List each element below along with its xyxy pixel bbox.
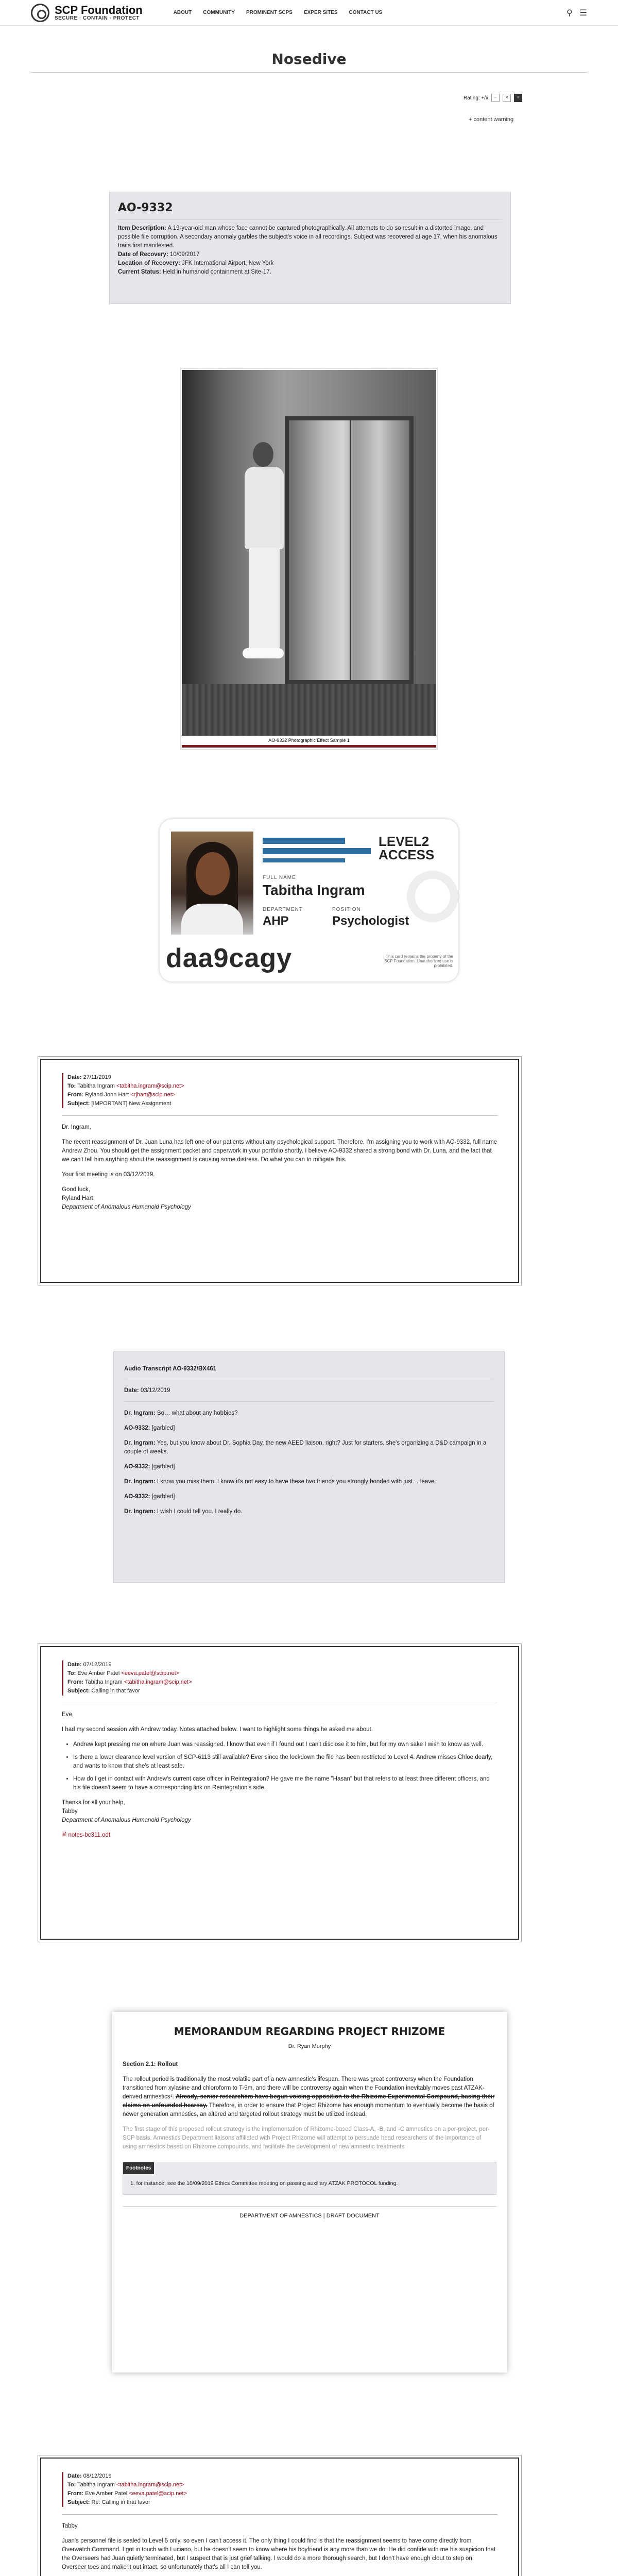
photo-caption: AO-9332 Photographic Effect Sample 1 xyxy=(182,738,436,748)
transcript-line xyxy=(124,1439,494,1456)
brand[interactable] xyxy=(55,4,143,22)
email-from xyxy=(67,1678,518,1687)
nav-community[interactable]: COMMUNITY xyxy=(203,10,235,15)
email-paragraph: The recent reassignment of Dr. Juan Luna has left one of our patients without any psychological support. Therefore, I'm assigning you to work with AO-9332, full name Andrew Zhou. You should get the assignment packet and paperwork in your portfolio shortly. I believe AO-9332 shared a strong bond with Dr. Luna, and the fact that we can't tell him anything about the reassignment is causing some distress. Do what you can to mitigate this. xyxy=(62,1139,497,1163)
email-subject xyxy=(67,1099,518,1108)
email-to-address-link[interactable]: <eeva.patel@scip.net> xyxy=(121,1670,180,1676)
email-bullet: • Andrew kept pressing me on where Juan was reassigned. I know that even if I found out I can't disclose it to him, but for my own sake I wish to know as well. xyxy=(73,1740,497,1749)
card-name: Tabitha Ingram xyxy=(263,882,365,898)
email-greeting: Tabby, xyxy=(62,2523,79,2529)
position-label: POSITION xyxy=(332,907,361,912)
email-to xyxy=(67,1669,518,1678)
email-header xyxy=(62,1073,518,1108)
email-header xyxy=(62,2472,518,2507)
email-date-label: Date: xyxy=(67,1662,82,1668)
email-to-label: To: xyxy=(67,1670,76,1676)
email-subject-value: [IMPORTANT] New Assignment xyxy=(91,1100,171,1107)
name-label: FULL NAME xyxy=(263,875,296,880)
nav-contact-us[interactable]: CONTACT US xyxy=(349,10,383,15)
transcript-speaker: Dr. Ingram: xyxy=(124,1479,156,1485)
email-from-address-link[interactable]: <tabitha.ingram@scip.net> xyxy=(124,1679,192,1685)
recovery-location-value: JFK International Airport, New York xyxy=(181,260,274,266)
id-stripe xyxy=(263,838,345,844)
email-from xyxy=(67,1091,518,1099)
rating-cancel-button[interactable]: × xyxy=(503,94,511,102)
infobox-divider xyxy=(118,219,502,220)
attachment-icon: 🗎 xyxy=(62,1832,67,1838)
transcript-speaker: Dr. Ingram: xyxy=(124,1410,156,1416)
subject-photo[interactable] xyxy=(182,370,436,736)
email-date xyxy=(67,1660,518,1669)
content-warning-toggle[interactable] xyxy=(469,116,513,123)
transcript-date-label: Date: xyxy=(124,1387,139,1394)
recovery-date xyxy=(118,250,502,259)
transcript-divider xyxy=(124,1401,494,1402)
email-subject-value: Re: Calling in that favor xyxy=(91,2499,150,2505)
memo-text: The rollout period is traditionally the most volatile part of a new amnestic's lifespan. There was great controversy when the Foundation transitioned from xylasine and chloroform to T-9m, and there will be controversy again when the Foundation inevitably moves past ATZAK-derived amnestics¹. xyxy=(123,2076,485,2100)
email-from-name: Ryland John Hart xyxy=(85,1092,129,1098)
figure-torso xyxy=(245,467,284,549)
email-to xyxy=(67,1082,518,1091)
email-from-label: From: xyxy=(67,2490,84,2497)
memo-text: Therefore, in order to ensure that Project Rhizome has enough momentum to eventually become the basis of newer generation amnestics, an altered and targeted rollout strategy must be utilized instead. xyxy=(123,2103,494,2117)
email-calling-in-favor xyxy=(40,1646,519,1940)
transcript-line xyxy=(124,1463,494,1471)
menu-icon[interactable]: ☰ xyxy=(579,8,587,18)
rating-label: Rating: +/x xyxy=(464,95,489,101)
email-signoff: Thanks for all your help, xyxy=(62,1800,125,1806)
infobox-title: AO-9332 xyxy=(118,201,173,214)
email-greeting: Eve, xyxy=(62,1711,74,1718)
item-description-text: A 19-year-old man whose face cannot be captured photographically. All attempts to do so result in a distorted image, and possible file corruption. A secondary anomaly garbles the subject's voice in all recordings. Subject was recovered at age 17, when his anomalous traits first manifested. xyxy=(118,225,497,249)
access-level-line2: ACCESS xyxy=(379,847,435,862)
email-body xyxy=(62,1123,497,1212)
email-signature-name: Tabby xyxy=(62,1808,78,1815)
title-divider xyxy=(31,72,587,73)
dept-label: DEPARTMENT xyxy=(263,907,303,912)
email-from-name: Eve Amber Patel xyxy=(85,2490,128,2497)
top-bar xyxy=(0,0,618,26)
footnotes-box xyxy=(123,2162,496,2195)
memo-struck-text: Already, senior researchers have begun voicing opposition to the Rhizome Experimental Compound, basing their claims on unfounded hearsay. xyxy=(123,2094,495,2109)
content-warning-label: content warning xyxy=(473,116,514,123)
rating-plus-button[interactable]: + xyxy=(514,94,522,102)
page-title-area xyxy=(31,50,587,67)
current-status-value: Held in humanoid containment at Site-17. xyxy=(162,269,271,275)
recovery-location xyxy=(118,259,502,268)
transcript-speaker: AO-9332: xyxy=(124,1494,150,1500)
email-re-calling-in-favor xyxy=(40,2458,519,2576)
email-body xyxy=(62,2522,497,2576)
recovery-date-label: Date of Recovery: xyxy=(118,251,168,258)
email-subject-label: Subject: xyxy=(67,1688,90,1694)
id-photo-face xyxy=(196,852,230,895)
photo-block xyxy=(180,368,438,750)
email-signature-name: Ryland Hart xyxy=(62,1195,93,1201)
email-bullet: • Is there a lower clearance level version of SCP-6113 still available? Ever since the lockdown the file has been restricted to Level 4. Andrew misses Chloe dearly, and wants to know that she's at least safe. xyxy=(73,1753,497,1771)
current-status-label: Current Status: xyxy=(118,269,161,275)
memo-paragraph xyxy=(123,2075,496,2119)
card-id-code: daa9cagy xyxy=(166,943,293,973)
email-date xyxy=(67,2472,518,2481)
email-to-address-link[interactable]: <tabitha.ingram@scip.net> xyxy=(116,2482,184,2488)
email-divider xyxy=(62,1115,497,1116)
nav-prominent-scps[interactable]: PROMINENT SCPS xyxy=(246,10,293,15)
email-greeting: Dr. Ingram, xyxy=(62,1124,91,1130)
transcript-text: [garbled] xyxy=(151,1494,175,1500)
email-to-name: Tabitha Ingram xyxy=(77,1083,115,1089)
email-to-label: To: xyxy=(67,2482,76,2488)
email-signoff: Good luck, xyxy=(62,1187,90,1193)
email-from xyxy=(67,2489,518,2498)
email-date-value: 08/12/2019 xyxy=(83,2473,112,2479)
transcript-title: Audio Transcript AO-9332/BX461 xyxy=(124,1366,217,1372)
email-to-name: Tabitha Ingram xyxy=(77,2482,115,2488)
email-new-assignment xyxy=(40,1059,519,1283)
rating-minus-button[interactable]: − xyxy=(491,94,500,102)
rhizome-memo xyxy=(112,2012,507,2372)
id-stripe xyxy=(263,848,371,854)
transcript-line xyxy=(124,1507,494,1516)
memo-paragraph: The first stage of this proposed rollout strategy is the implementation of Rhizome-based Class-A, -B, and -C amnestics on a per-project, per-SCP basis. Amnestics Department liaisons affiliated with Project Rhizome will attempt to persuade head researchers of the importance of using amnestics based on Rhizome compounds, and facilitate the development of new amnestic treatments xyxy=(123,2126,490,2150)
plus-icon: + xyxy=(469,116,472,123)
transcript-date xyxy=(124,1386,494,1395)
email-subject-value: Calling in that favor xyxy=(91,1688,140,1694)
email-header xyxy=(62,1660,518,1696)
item-description-label: Item Description: xyxy=(118,225,166,231)
email-to-label: To: xyxy=(67,1083,76,1089)
email-bullet-list xyxy=(73,1740,497,1792)
top-icons xyxy=(566,8,587,18)
memo-title: MEMORANDUM REGARDING PROJECT RHIZOME xyxy=(174,2025,445,2038)
subject-figure xyxy=(237,442,284,664)
id-card xyxy=(160,819,458,981)
transcript-speaker: AO-9332: xyxy=(124,1425,150,1431)
email-from-address-link[interactable]: <rjhart@scip.net> xyxy=(130,1092,176,1098)
transcript-text: [garbled] xyxy=(151,1425,175,1431)
id-photo-clothing xyxy=(181,904,243,935)
transcript-line xyxy=(124,1478,494,1486)
nav-about[interactable]: ABOUT xyxy=(173,10,192,15)
email-signature-dept: Department of Anomalous Humanoid Psychology xyxy=(62,1817,191,1823)
access-level-line1: LEVEL2 xyxy=(379,834,430,849)
recovery-date-value: 10/09/2017 xyxy=(170,251,200,258)
memo-section-heading: Section 2.1: Rollout xyxy=(123,2061,178,2067)
email-from-label: From: xyxy=(67,1679,84,1685)
transcript-text: [garbled] xyxy=(151,1464,175,1470)
figure-shoes xyxy=(243,648,284,658)
email-from-label: From: xyxy=(67,1092,84,1098)
nav-exper-sites[interactable]: EXPER SITES xyxy=(303,10,338,15)
email-subject-label: Subject: xyxy=(67,1100,90,1107)
email-paragraph: Your first meeting is on 03/12/2019. xyxy=(62,1172,155,1178)
transcript-text: I know you miss them. I know it's not easy to have these two friends you strongly bonded with just… leave. xyxy=(157,1479,436,1485)
transcript-speaker: Dr. Ingram: xyxy=(124,1509,156,1515)
email-paragraph: Juan's personnel file is sealed to Level 5 only, so even I can't access it. The only thing I could find is that the reassignment seems to have come directly from Overwatch Command. I got in touch with Luciano, but he doesn't seem to know where his boyfriend is any more than we do. He did confide with me his suspicion that the Overseers had Juan quietly terminated, but I suspect that is just grief talking. I would do a more thorough search, but I don't have enough clout to step on Overseer toes and make it out intact, so unfortunately that's all I can tell you. xyxy=(62,2538,496,2570)
email-divider xyxy=(62,2514,497,2515)
search-icon[interactable]: ⚲ xyxy=(566,8,573,18)
email-date xyxy=(67,1073,518,1082)
audio-transcript xyxy=(113,1351,505,1583)
id-stripe xyxy=(263,858,345,862)
page-title: Nosedive xyxy=(271,50,347,67)
item-description xyxy=(118,224,502,250)
transcript-line xyxy=(124,1424,494,1433)
email-date-value: 27/11/2019 xyxy=(83,1074,111,1080)
email-from-name: Tabitha Ingram xyxy=(85,1679,123,1685)
memo-dept: DEPARTMENT OF AMNESTICS | DRAFT DOCUMENT xyxy=(123,2206,496,2221)
access-level xyxy=(379,835,434,861)
email-signature-dept: Department of Anomalous Humanoid Psychology xyxy=(62,1204,191,1210)
main-nav xyxy=(174,10,383,15)
email-date-label: Date: xyxy=(67,1074,82,1080)
email-to-address-link[interactable]: <tabitha.ingram@scip.net> xyxy=(116,1083,184,1089)
transcript-speaker: AO-9332: xyxy=(124,1464,150,1470)
email-bullet: • How do I get in contact with Andrew's current case officer in Reintegration? He gave me the name "Hasan" but that refers to at least three different officers, and his file doesn't seem to have a corresponding link on Reintegration's side. xyxy=(73,1775,497,1792)
email-paragraph: I had my second session with Andrew today. Notes attached below. I want to highlight some things he asked me about. xyxy=(62,1726,373,1733)
attachment-link[interactable]: notes-bc311.odt xyxy=(68,1832,111,1838)
site-tagline: SECURE · CONTAIN · PROTECT xyxy=(55,15,140,21)
transcript-text: Yes, but you know about Dr. Sophia Day, the new AEED liaison, right? Just for starters, she's organizing a D&D campaign in a couple of weeks. xyxy=(124,1440,487,1455)
email-subject xyxy=(67,1687,518,1696)
rating-module xyxy=(464,94,522,102)
memo-author: Dr. Ryan Murphy xyxy=(288,2043,331,2049)
recovery-location-label: Location of Recovery: xyxy=(118,260,180,266)
transcript-line xyxy=(124,1409,494,1418)
transcript-date-value: 03/12/2019 xyxy=(140,1387,170,1394)
transcript-text: So… what about any hobbies? xyxy=(157,1410,238,1416)
transcript-text: I wish I could tell you. I really do. xyxy=(157,1509,243,1515)
subject-infobox xyxy=(109,192,511,304)
email-from-address-link[interactable]: <eeva.patel@scip.net> xyxy=(129,2490,187,2497)
current-status xyxy=(118,268,502,277)
floor xyxy=(182,684,436,736)
scp-seal-watermark-icon xyxy=(407,871,458,922)
footnote-text: 1. for instance, see the 10/09/2019 Ethics Committee meeting on passing auxiliary ATZAK PROTOCOL funding. xyxy=(130,2180,398,2187)
email-subject-label: Subject: xyxy=(67,2499,90,2505)
transcript-speaker: Dr. Ingram: xyxy=(124,1440,156,1446)
email-to-name: Eve Amber Patel xyxy=(77,1670,120,1676)
email-date-value: 07/12/2019 xyxy=(83,1662,112,1668)
figure-legs xyxy=(249,548,280,651)
email-body xyxy=(62,1710,497,1840)
card-dept: AHP xyxy=(263,914,289,928)
elevator-doors xyxy=(285,416,414,684)
distorted-head xyxy=(253,442,273,467)
site-name: SCP Foundation xyxy=(55,3,143,16)
card-position: Psychologist xyxy=(332,914,409,928)
card-fine-print: This card remains the property of the SCP Foundation. Unauthorized use is prohibited. xyxy=(384,954,453,968)
email-date-label: Date: xyxy=(67,2473,82,2479)
footnotes-label: Footnotes xyxy=(123,2162,154,2174)
email-subject xyxy=(67,2498,518,2507)
id-photo xyxy=(171,832,253,935)
transcript-line xyxy=(124,1493,494,1501)
scp-logo-icon[interactable] xyxy=(31,4,49,22)
email-attachment[interactable] xyxy=(62,1831,497,1840)
email-to xyxy=(67,2481,518,2489)
